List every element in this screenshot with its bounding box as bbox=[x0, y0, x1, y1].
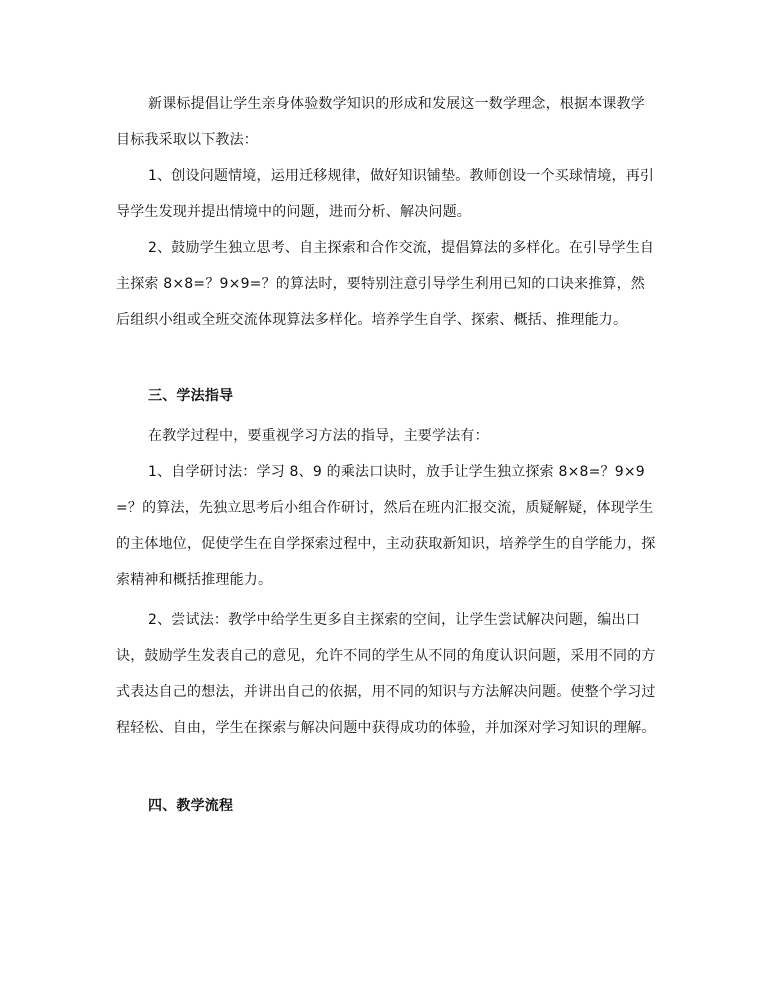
paragraph-teaching-method-intro: 新课标提倡让学生亲身体验数学知识的形成和发展这一数学理念，根据本课教学目标我采取以下教法： bbox=[116, 96, 645, 148]
paragraph-teaching-method-1: 1、创设问题情境，运用迁移规律，做好知识铺垫。教师创设一个买球情境，再引导学生发现并提出情境中的问题，进而分析、解决问题。 bbox=[116, 168, 655, 220]
paragraph-teaching-method-2: 2、鼓励学生独立思考、自主探索和合作交流，提倡算法的多样化。在引导学生自主探索 8×8=？9×9=？的算法时，要特别注意引导学生利用已知的口诀来推算，然后组织小组或全班交流体现算法多样化。培养学生自学、探索、概括、推理能力。 bbox=[116, 240, 655, 328]
paragraph-study-method-2: 2、尝试法：教学中给学生更多自主探索的空间，让学生尝试解决问题，编出口诀，鼓励学生发表自己的意见，允许不同的学生从不同的角度认识问题，采用不同的方式表达自己的想法，并讲出自己的依据，用不同的知识与方法解决问题。使整个学习过程轻松、自由，学生在探索与解决问题中获得成功的体验，并加深对学习知识的理解。 bbox=[116, 612, 656, 736]
paragraph-study-methods-intro: 在教学过程中，要重视学习方法的指导，主要学法有： bbox=[148, 428, 489, 444]
section-heading-teaching-flow: 四、教学流程 bbox=[148, 798, 234, 814]
section-heading-study-guidance: 三、学法指导 bbox=[148, 388, 234, 404]
paragraph-study-method-1: 1、自学研讨法：学习 8、9 的乘法口诀时，放手让学生独立探索 8×8=？9×9=？的算法，先独立思考后小组合作研讨，然后在班内汇报交流，质疑解疑，体现学生的主体地位，促使学生在自学探索过程中，主动获取新知识，培养学生的自学能力，探索精神和概括推理能力。 bbox=[116, 464, 656, 588]
